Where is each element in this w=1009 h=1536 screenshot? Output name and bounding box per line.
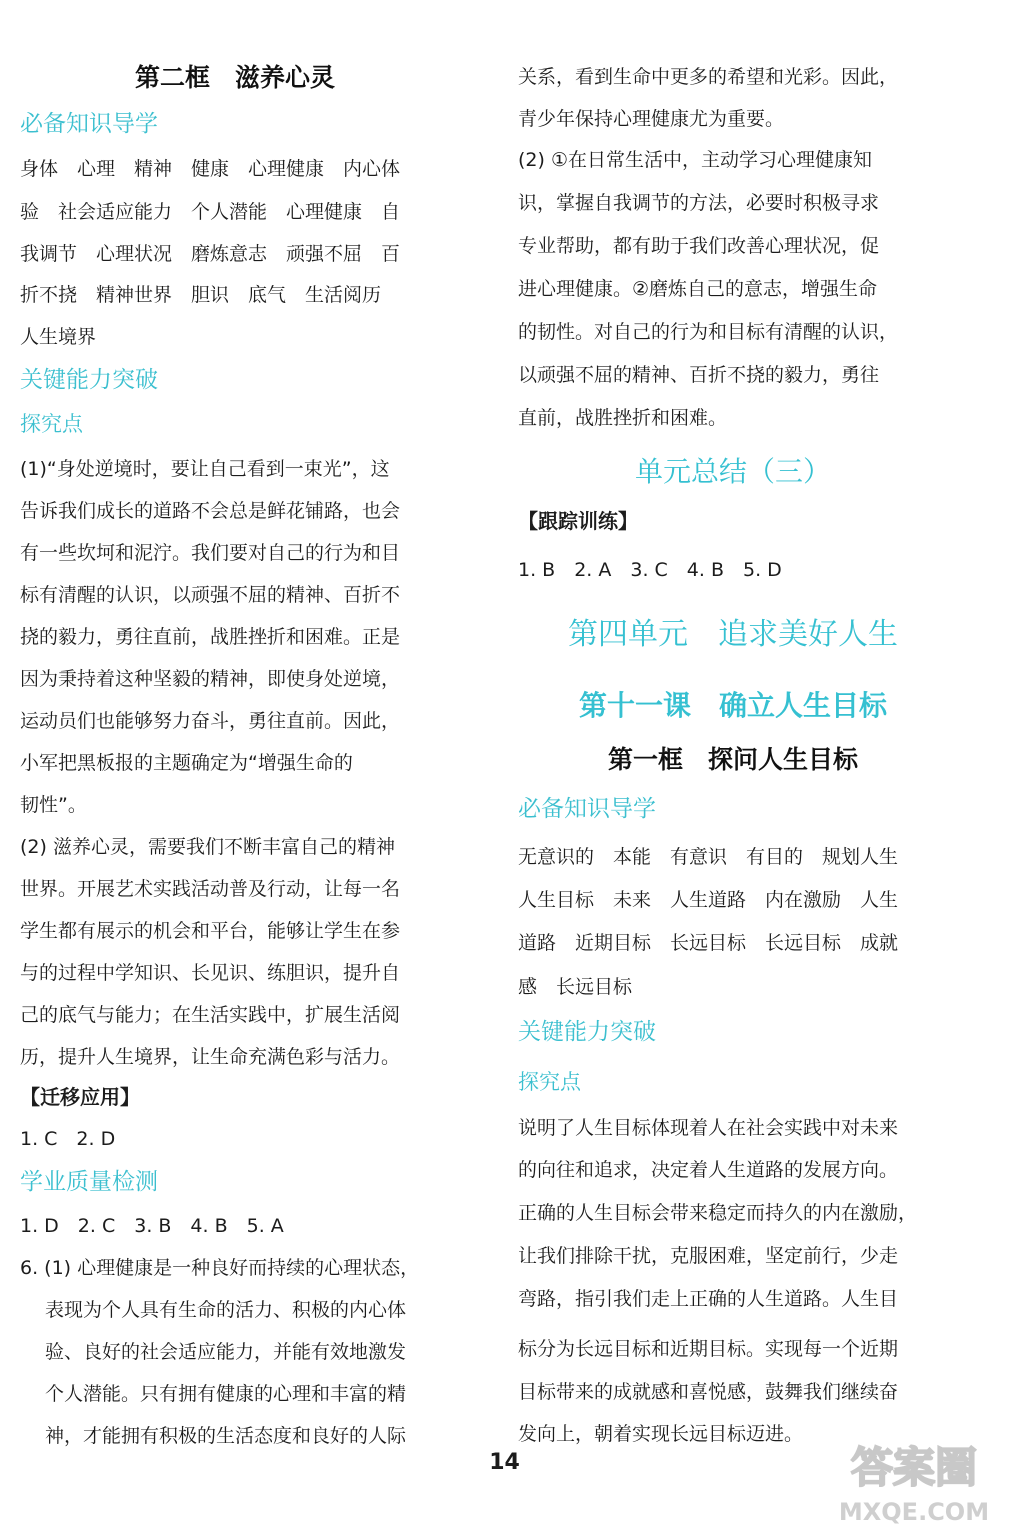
knowledge-line: 人生目标 未来 人生道路 内在激励 人生: [518, 889, 899, 911]
answer-line: 进心理健康。②磨炼自己的意志，增强生命: [518, 278, 878, 300]
answer-line: (2) ①在日常生活中，主动学习心理健康知: [518, 149, 872, 171]
answer-line: 的向往和追求，决定着人生道路的发展方向。: [518, 1159, 899, 1181]
answer-line: 直前，战胜挫折和困难。: [518, 407, 728, 429]
quality-answers: 1. D 2. C 3. B 4. B 5. A: [20, 1215, 284, 1237]
answer-line: 学生都有展示的机会和平台，能够让学生在参: [20, 920, 401, 942]
explore-heading: 探究点: [20, 412, 83, 436]
answer-line: 小军把黑板报的主题确定为“增强生命的: [20, 752, 353, 774]
unit-summary-title: 单元总结（三）: [634, 455, 831, 488]
explore-heading: 探究点: [518, 1070, 581, 1094]
answer-line: 关系，看到生命中更多的希望和光彩。因此，: [518, 66, 899, 88]
answer-line: 专业帮助，都有助于我们改善心理状况，促: [518, 235, 880, 257]
watermark-domain: MXQE.COM: [838, 1498, 990, 1526]
answer-line: 有一些坎坷和泥泞。我们要对自己的行为和目: [20, 542, 401, 564]
answer-line: 韧性”。: [20, 794, 87, 816]
answer-line: 验、良好的社会适应能力，并能有效地激发: [20, 1341, 407, 1363]
unit-title: 第四单元 追求美好人生: [568, 617, 898, 652]
knowledge-line: 感 长远目标: [518, 976, 633, 998]
ability-heading: 关键能力突破: [518, 1019, 656, 1045]
answer-line: 己的底气与能力；在生活实践中，扩展生活阅: [20, 1004, 401, 1026]
frame-title: 第二框 滋养心灵: [134, 63, 335, 92]
answer-line: 发向上，朝着实现长远目标迈进。: [518, 1423, 804, 1445]
knowledge-line: 身体 心理 精神 健康 心理健康 内心体: [20, 158, 401, 180]
watermark-logo: [834, 1430, 994, 1530]
answer-line: 的韧性。对自己的行为和目标有清醒的认识，: [518, 321, 899, 343]
answer-line: 以顽强不屈的精神、百折不挠的毅力，勇往: [518, 364, 880, 386]
answer-line: (2) 滋养心灵，需要我们不断丰富自己的精神: [20, 836, 395, 858]
answer-line: 标有清醒的认识，以顽强不屈的精神、百折不: [20, 584, 401, 606]
answer-line: 识，掌握自我调节的方法，必要时积极寻求: [518, 192, 880, 214]
page-number: 14: [489, 1450, 520, 1475]
answer-line: 挠的毅力，勇往直前，战胜挫折和困难。正是: [20, 626, 401, 648]
knowledge-heading: 必备知识导学: [20, 111, 158, 137]
transfer-heading: 【迁移应用】: [20, 1085, 140, 1109]
tracking-answers: 1. B 2. A 3. C 4. B 5. D: [518, 559, 782, 581]
answer-line: 因为秉持着这种坚毅的精神，即使身处逆境，: [20, 668, 401, 690]
knowledge-line: 验 社会适应能力 个人潜能 心理健康 自: [20, 201, 401, 223]
answer-line: 正确的人生目标会带来稳定而持久的内在激励，: [518, 1202, 918, 1224]
answer-line: 说明了人生目标体现着人在社会实践中对未来: [518, 1117, 899, 1139]
answer-line: 神，才能拥有积极的生活态度和良好的人际: [20, 1425, 407, 1447]
lesson-title: 第十一课 确立人生目标: [578, 689, 887, 722]
answer-line: 表现为个人具有生命的活力、积极的内心体: [20, 1299, 407, 1321]
answer-line: 告诉我们成长的道路不会总是鲜花铺路，也会: [20, 500, 401, 522]
answer-line: 6. (1) 心理健康是一种良好而持续的心理状态，: [20, 1257, 420, 1279]
knowledge-line: 人生境界: [20, 326, 97, 348]
quality-heading: 学业质量检测: [20, 1169, 158, 1195]
knowledge-line: 无意识的 本能 有意识 有目的 规划人生: [518, 846, 899, 868]
answer-line: 让我们排除干扰，克服困难，坚定前行，少走: [518, 1245, 899, 1267]
knowledge-line: 道路 近期目标 长远目标 长远目标 成就: [518, 932, 899, 954]
knowledge-line: 折不挠 精神世界 胆识 底气 生活阅历: [20, 284, 382, 306]
answer-line: 运动员们也能够努力奋斗，勇往直前。因此，: [20, 710, 401, 732]
tracking-heading: 【跟踪训练】: [518, 509, 638, 533]
transfer-answers: 1. C 2. D: [20, 1128, 116, 1150]
answer-line: 弯路，指引我们走上正确的人生道路。人生目: [518, 1288, 899, 1310]
answer-line: 目标带来的成就感和喜悦感，鼓舞我们继续奋: [518, 1381, 899, 1403]
knowledge-heading: 必备知识导学: [518, 796, 656, 822]
answer-line: 青少年保持心理健康尤为重要。: [518, 108, 785, 130]
answer-line: 个人潜能。只有拥有健康的心理和丰富的精: [20, 1383, 407, 1405]
answer-line: 与的过程中学知识、长见识、练胆识，提升自: [20, 962, 401, 984]
watermark-text: 答案圈: [850, 1443, 978, 1492]
answer-line: 历，提升人生境界，让生命充满色彩与活力。: [20, 1046, 401, 1068]
answer-line: 世界。开展艺术实践活动普及行动，让每一名: [20, 878, 401, 900]
knowledge-line: 我调节 心理状况 磨炼意志 顽强不屈 百: [20, 243, 401, 265]
answer-line: (1)“身处逆境时，要让自己看到一束光”，这: [20, 458, 390, 480]
frame-title: 第一框 探问人生目标: [607, 745, 858, 774]
answer-line: 标分为长远目标和近期目标。实现每一个近期: [518, 1338, 899, 1360]
ability-heading: 关键能力突破: [20, 367, 158, 393]
